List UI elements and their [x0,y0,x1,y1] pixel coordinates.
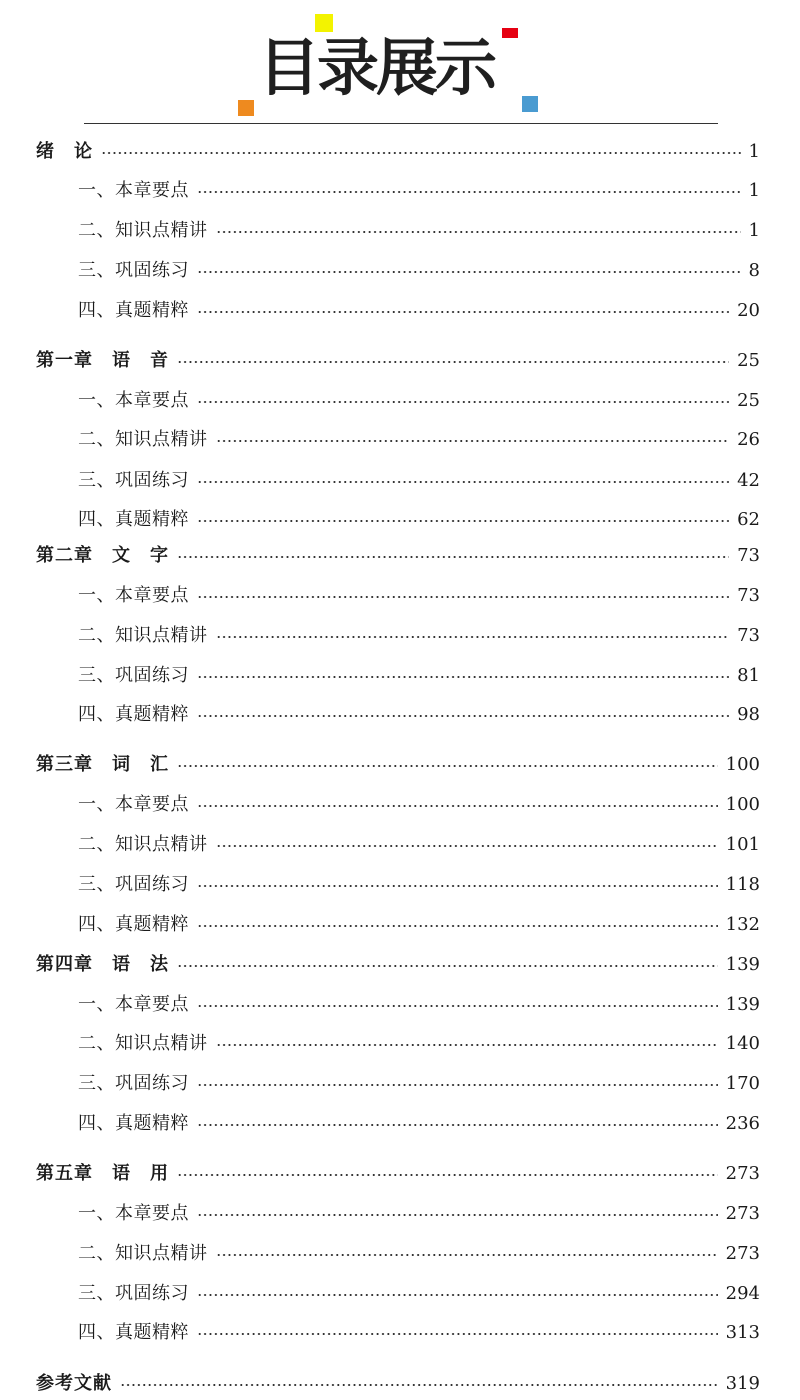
toc-page-number: 273 [725,1243,760,1264]
toc-section-entry[interactable] [78,216,760,246]
toc-entry-label: 一、本章要点 [78,794,189,815]
toc-entry-label: 三、巩固练习 [78,874,189,895]
toc-entry-label: 一、本章要点 [78,994,189,1015]
toc-entry-label: 一、本章要点 [78,1203,189,1224]
toc-section-entry[interactable] [78,1029,760,1059]
toc-entry-label: 三、巩固练习 [78,470,189,491]
dot-leader [177,1174,718,1176]
dot-leader [197,1084,718,1086]
dot-leader [197,1005,718,1007]
toc-section-entry[interactable] [78,910,760,940]
toc-section-entry[interactable] [78,505,760,535]
toc-section-entry[interactable] [78,621,760,651]
toc-section-entry[interactable] [78,256,760,286]
toc-section-entry[interactable] [78,1239,760,1269]
dot-leader [197,1124,718,1126]
toc-entry-label: 二、知识点精讲 [78,834,208,855]
toc-entry-label: 三、巩固练习 [78,1283,189,1304]
toc-entry-label: 三、巩固练习 [78,260,189,281]
toc-page-number: 73 [737,625,760,646]
dot-leader [216,636,730,638]
toc-page-number: 139 [725,954,760,975]
toc-chapter-entry[interactable] [36,137,760,167]
dot-leader [197,191,741,193]
toc-page-number: 139 [725,994,760,1015]
toc-section-entry[interactable] [78,1109,760,1139]
toc-entry-label: 三、巩固练习 [78,1073,189,1094]
dot-leader [197,715,729,717]
dot-leader [216,1254,718,1256]
dot-leader [197,1214,718,1216]
toc-chapter-entry[interactable] [36,750,760,780]
toc-page-number: 73 [737,585,760,606]
toc-section-entry[interactable] [78,296,760,326]
toc-page-number: 98 [737,704,760,725]
toc-page-number: 62 [737,509,760,530]
toc-page-number: 294 [725,1283,760,1304]
toc-chapter-entry[interactable] [36,346,760,376]
dot-leader [197,311,729,313]
toc-page-number: 273 [725,1203,760,1224]
toc-page-number: 1 [748,180,760,201]
toc-page-number: 313 [725,1322,760,1343]
toc-entry-label: 第三章 词 汇 [36,754,169,775]
dot-leader [216,440,730,442]
toc-section-entry[interactable] [78,1318,760,1348]
dot-leader [197,925,718,927]
toc-section-entry[interactable] [78,1069,760,1099]
toc-page-number: 25 [737,350,760,371]
toc-page-number: 100 [725,754,760,775]
toc-entry-label: 一、本章要点 [78,585,189,606]
page-title: 目录展示 [258,31,495,104]
toc-section-entry[interactable] [78,990,760,1020]
toc-entry-label: 四、真题精粹 [78,1322,189,1343]
dot-leader [177,965,718,967]
toc-entry-label: 三、巩固练习 [78,665,189,686]
toc-entry-label: 第四章 语 法 [36,954,169,975]
toc-page-number: 20 [737,300,760,321]
toc-section-entry[interactable] [78,176,760,206]
toc-section-entry[interactable] [78,581,760,611]
toc-page-number: 1 [748,220,760,241]
toc-page-number: 73 [737,545,760,566]
dot-leader [197,1333,718,1335]
toc-section-entry[interactable] [78,870,760,900]
toc-entry-label: 一、本章要点 [78,390,189,411]
toc-entry-label: 第五章 语 用 [36,1163,169,1184]
toc-page-number: 319 [725,1373,760,1394]
toc-section-entry[interactable] [78,1279,760,1309]
toc-section-entry[interactable] [78,830,760,860]
toc-section-entry[interactable] [78,466,760,496]
toc-section-entry[interactable] [78,661,760,691]
toc-page-number: 132 [725,914,760,935]
dot-leader [177,361,729,363]
dot-leader [197,481,729,483]
dot-leader [197,520,729,522]
toc-entry-label: 二、知识点精讲 [78,1033,208,1054]
dot-leader [120,1384,718,1386]
toc-entry-label: 四、真题精粹 [78,1113,189,1134]
toc-page-number: 26 [737,429,760,450]
toc-page-number: 8 [748,260,760,281]
toc-entry-label: 二、知识点精讲 [78,625,208,646]
toc-page-number: 42 [737,470,760,491]
toc-entry-label: 四、真题精粹 [78,914,189,935]
toc-entry-label: 四、真题精粹 [78,300,189,321]
dot-leader [197,401,729,403]
dot-leader [216,1044,718,1046]
toc-section-entry[interactable] [78,386,760,416]
dot-leader [177,556,729,558]
toc-entry-label: 四、真题精粹 [78,509,189,530]
toc-section-entry[interactable] [78,700,760,730]
dot-leader [197,271,741,273]
toc-page-number: 1 [748,141,760,162]
toc-entry-label: 二、知识点精讲 [78,429,208,450]
toc-page-number: 81 [737,665,760,686]
toc-entry-label: 二、知识点精讲 [78,1243,208,1264]
toc-chapter-entry[interactable] [36,1369,760,1399]
toc-chapter-entry[interactable] [36,1159,760,1189]
dot-leader [197,676,729,678]
toc-entry-label: 绪 论 [36,141,93,162]
toc-page-number: 100 [725,794,760,815]
dot-leader [197,805,718,807]
toc-section-entry[interactable] [78,425,760,455]
toc-entry-label: 二、知识点精讲 [78,220,208,241]
toc-page-number: 273 [725,1163,760,1184]
toc-entry-label: 参考文献 [36,1373,112,1394]
toc-page-number: 140 [725,1033,760,1054]
dot-leader [197,596,729,598]
toc-section-entry[interactable] [78,1199,760,1229]
toc-page-number: 101 [725,834,760,855]
toc-section-entry[interactable] [78,790,760,820]
dot-leader [197,1294,718,1296]
dot-leader [177,765,718,767]
toc-page-number: 118 [725,874,760,895]
toc-entry-label: 第一章 语 音 [36,350,169,371]
toc-entry-label: 四、真题精粹 [78,704,189,725]
toc-page-number: 236 [725,1113,760,1134]
dot-leader [197,885,718,887]
toc-page-number: 25 [737,390,760,411]
toc-chapter-entry[interactable] [36,541,760,571]
toc-entry-label: 第二章 文 字 [36,545,169,566]
dot-leader [216,231,741,233]
dot-leader [216,845,718,847]
toc-chapter-entry[interactable] [36,950,760,980]
toc-entry-label: 一、本章要点 [78,180,189,201]
toc-page-number: 170 [725,1073,760,1094]
dot-leader [101,152,741,154]
